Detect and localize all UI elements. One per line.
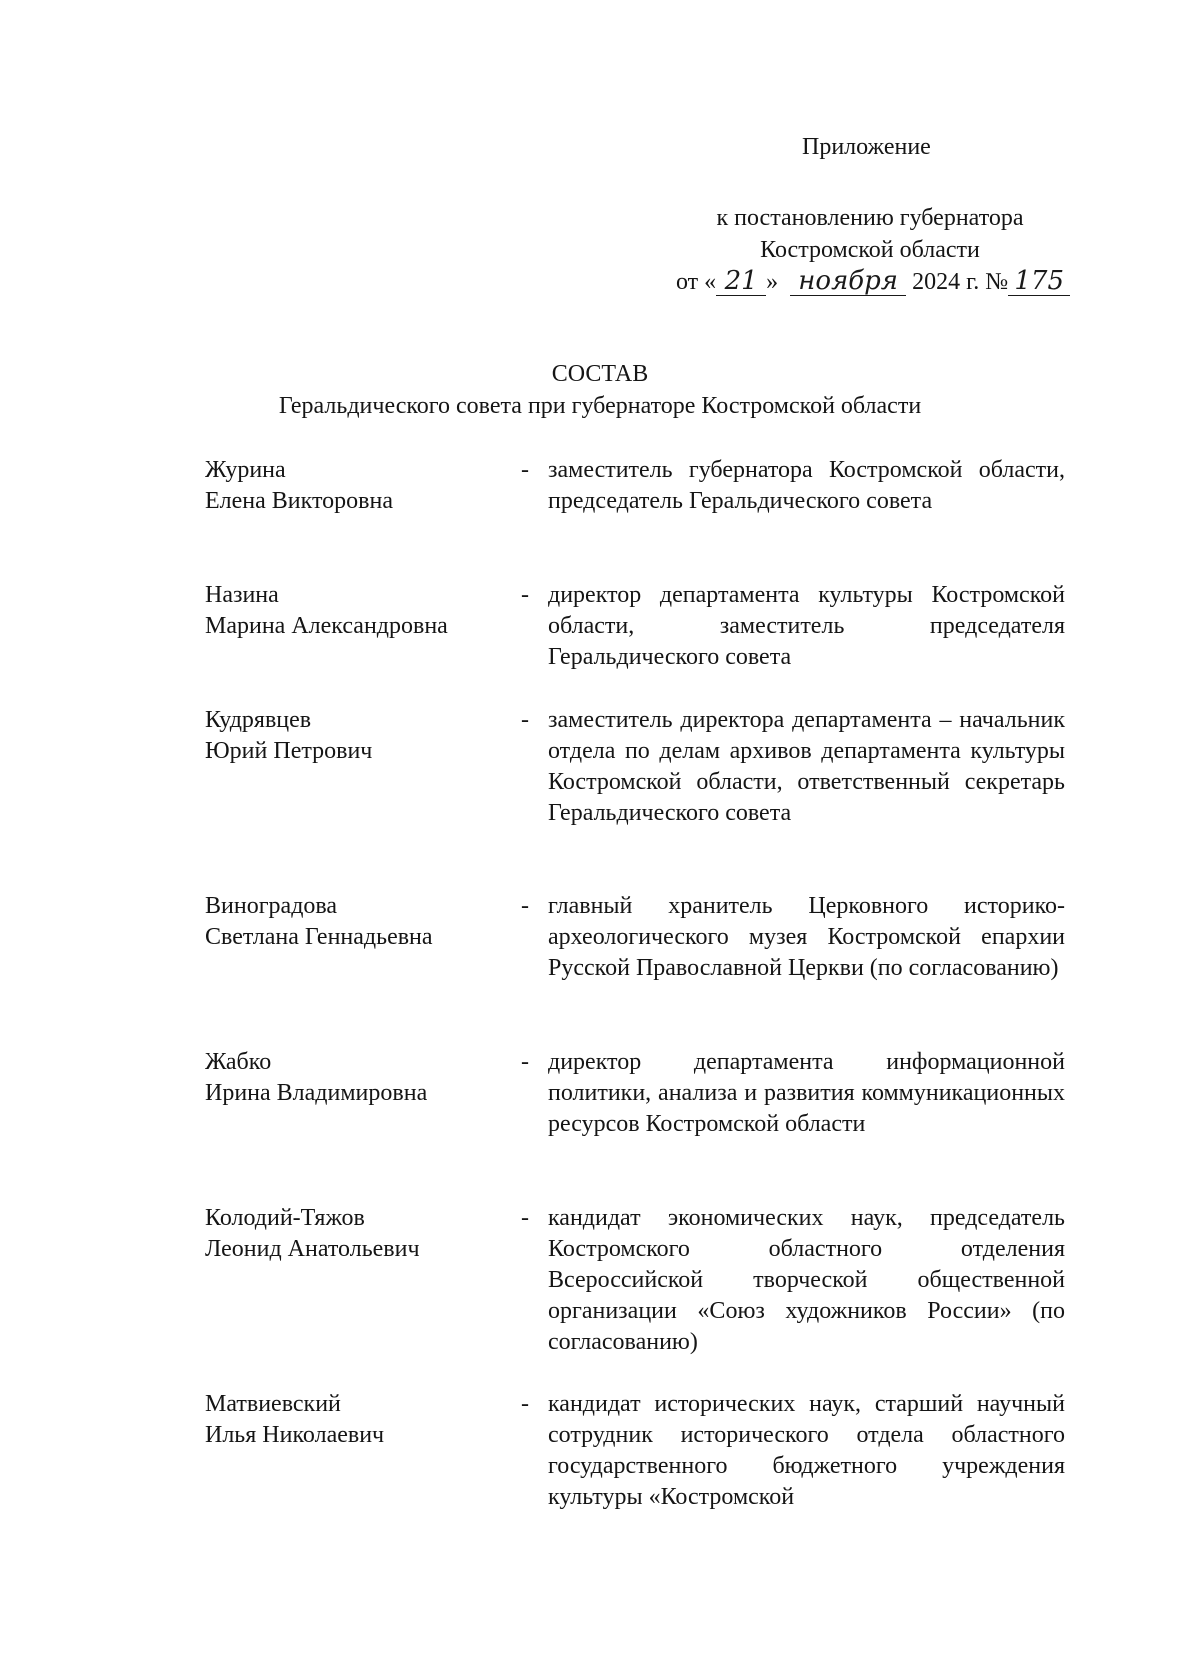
member-surname: Виноградова [205, 893, 338, 919]
member-dash: - [521, 1391, 529, 1417]
member-given-name: Илья Николаевич [205, 1422, 385, 1448]
member-name [205, 455, 505, 517]
member-name [205, 1389, 505, 1451]
member-dash: - [521, 707, 529, 733]
member-surname: Назина [205, 582, 279, 608]
document-title: СОСТАВ [551, 361, 649, 387]
member-role: заместитель директора департамента – начальник отдела по делам архивов департамента культуры Костромской области, ответственный секретарь Геральдического совета [548, 707, 1065, 826]
member-role: директор департамента информационной политики, анализа и развития коммуникационных ресурсов Костромской области [548, 1049, 1065, 1137]
date-year: 2024 г. № [912, 269, 1009, 295]
appendix-date-line [676, 266, 1070, 298]
member-given-name: Елена Викторовна [205, 488, 393, 514]
member-given-name: Юрий Петрович [205, 738, 373, 764]
appendix-title: Приложение [802, 134, 931, 160]
member-name [205, 705, 505, 767]
member-given-name: Светлана Геннадьевна [205, 924, 433, 950]
member-dash: - [521, 457, 529, 483]
member-given-name: Марина Александровна [205, 613, 448, 639]
member-role: заместитель губернатора Костромской области, председатель Геральдического совета [548, 457, 1065, 514]
member-surname: Журина [205, 457, 286, 483]
appendix-line-region: Костромской области [760, 237, 980, 263]
member-role: директор департамента культуры Костромской области, заместитель председателя Геральдического совета [548, 582, 1065, 670]
member-name [205, 580, 505, 642]
appendix-line-decree: к постановлению губернатора [716, 205, 1024, 231]
handwritten-day: 21 [716, 267, 766, 296]
member-given-name: Ирина Владимировна [205, 1080, 428, 1106]
member-dash: - [521, 582, 529, 608]
member-role: главный хранитель Церковного историко-археологического музея Костромской епархии Русской Православной Церкви (по согласованию) [548, 893, 1065, 981]
member-role: кандидат исторических наук, старший научный сотрудник исторического отдела областного государственного бюджетного учреждения культуры «Костромской [548, 1391, 1065, 1510]
member-role: кандидат экономических наук, председатель Костромского областного отделения Всероссийской творческой общественной организации «Союз художников России» (по согласованию) [548, 1205, 1065, 1355]
document-subtitle: Геральдического совета при губернаторе Костромской области [278, 393, 922, 419]
member-surname: Жабко [205, 1049, 272, 1075]
member-dash: - [521, 893, 529, 919]
date-prefix: от « [676, 269, 717, 295]
member-name [205, 1203, 505, 1265]
member-surname: Колодий-Тяжов [205, 1205, 365, 1231]
member-surname: Матвиевский [205, 1391, 341, 1417]
member-name [205, 1047, 505, 1109]
member-surname: Кудрявцев [205, 707, 312, 733]
member-given-name: Леонид Анатольевич [205, 1236, 420, 1262]
member-name [205, 891, 505, 953]
member-dash: - [521, 1205, 529, 1231]
member-dash: - [521, 1049, 529, 1075]
handwritten-doc-number: 175 [1008, 267, 1070, 296]
date-mid: » [766, 269, 779, 295]
handwritten-month: ноября [790, 267, 906, 296]
